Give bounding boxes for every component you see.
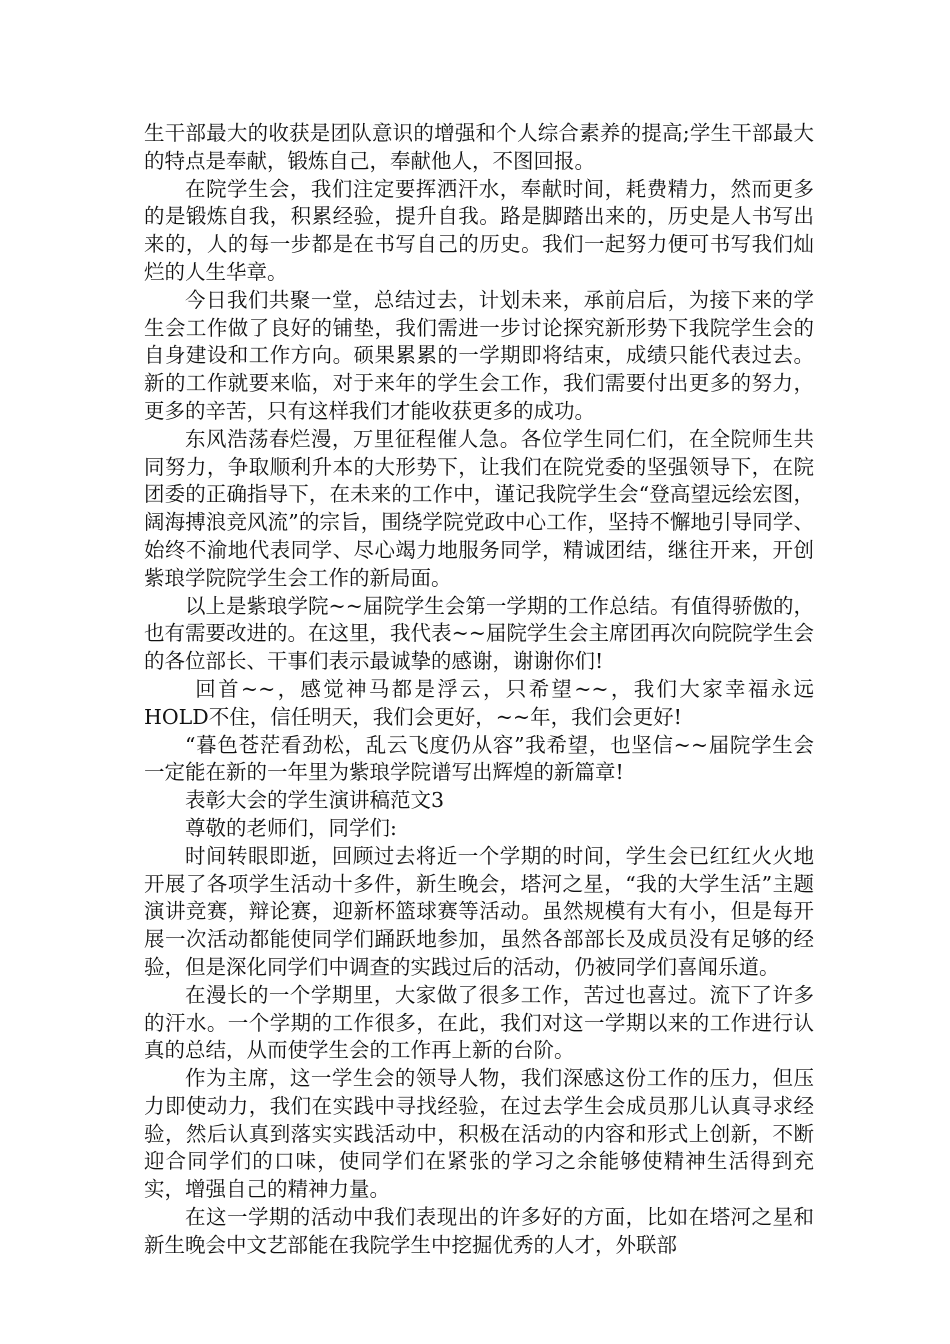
paragraph: 在漫长的一个学期里，大家做了很多工作，苦过也喜过。流下了许多的汗水。一个学期的工作很多，在此，我们对这一学期以来的工作进行认真的总结，从而使学生会的工作再上新的台阶。 xyxy=(144,982,814,1063)
paragraph: 时间转眼即逝，回顾过去将近一个学期的时间，学生会已红红火火地开展了各项学生活动十多件，新生晚会，塔河之星，“我的大学生活”主题演讲竞赛，辩论赛，迎新杯篮球赛等活动。虽然规模有大有小，但是每开展一次活动都能使同学们踊跃地参加，虽然各部部长及成员没有足够的经验，但是深化同学们中调查的实践过后的活动，仍被同学们喜闻乐道。 xyxy=(144,843,814,979)
paragraph: 东风浩荡春烂漫，万里征程催人急。各位学生同仁们，在全院师生共同努力，争取顺利升本的大形势下，让我们在院党委的坚强领导下，在院团委的正确指导下，在未来的工作中，谨记我院学生会“登高望远绘宏图，阔海搏浪竞风流”的宗旨，围绕学院党政中心工作，坚持不懈地引导同学、始终不渝地代表同学、尽心竭力地服务同学，精诚团结，继往开来，开创紫琅学院院学生会工作的新局面。 xyxy=(144,426,814,590)
document-page xyxy=(144,120,814,1260)
paragraph-quote: “暮色苍茫看劲松，乱云飞度仍从容”我希望，也坚信~~届院学生会一定能在新的一年里为紫琅学院谱写出辉煌的新篇章! xyxy=(144,732,814,785)
paragraph: 作为主席，这一学生会的领导人物，我们深感这份工作的压力，但压力即使动力，我们在实践中寻找经验，在过去学生会成员那儿认真寻求经验，然后认真到落实实践活动中，积极在活动的内容和形式上创新，不断迎合同学们的口味，使同学们在紧张的学习之余能够使精神生活得到充实，增强自己的精神力量。 xyxy=(144,1066,814,1202)
paragraph: 以上是紫琅学院~~届院学生会第一学期的工作总结。有值得骄傲的，也有需要改进的。在这里，我代表~~届院学生会主席团再次向院院学生会的各位部长、干事们表示最诚挚的感谢，谢谢你们! xyxy=(144,593,814,674)
paragraph-truncated: 在这一学期的活动中我们表现出的许多好的方面，比如在塔河之星和新生晚会中文艺部能在我院学生中挖掘优秀的人才，外联部 xyxy=(144,1205,814,1257)
paragraph: 在院学生会，我们注定要挥洒汗水，奉献时间，耗费精力，然而更多的是锻炼自我，积累经验，提升自我。路是脚踏出来的，历史是人书写出来的，人的每一步都是在书写自己的历史。我们一起努力便可书写我们灿烂的人生华章。 xyxy=(144,176,814,284)
salutation: 尊敬的老师们，同学们: xyxy=(185,815,397,840)
section-heading: 表彰大会的学生演讲稿范文3 xyxy=(185,788,445,813)
paragraph: 今日我们共聚一堂，总结过去，计划未来，承前启后，为接下来的学生会工作做了良好的铺垫，我们需进一步讨论探究新形势下我院学生会的自身建设和工作方向。硕果累累的一学期即将结束，成绩只能代表过去。新的工作就要来临，对于来年的学生会工作，我们需要付出更多的努力，更多的辛苦，只有这样我们才能收获更多的成功。 xyxy=(144,287,814,423)
paragraph: 回首~~，感觉神马都是浮云，只希望~~，我们大家幸福永远HOLD不住，信任明天，我们会更好，~~年，我们会更好! xyxy=(144,676,814,729)
paragraph-continued: 生干部最大的收获是团队意识的增强和个人综合素养的提高;学生干部最大的特点是奉献，锻炼自己，奉献他人，不图回报。 xyxy=(144,121,814,173)
